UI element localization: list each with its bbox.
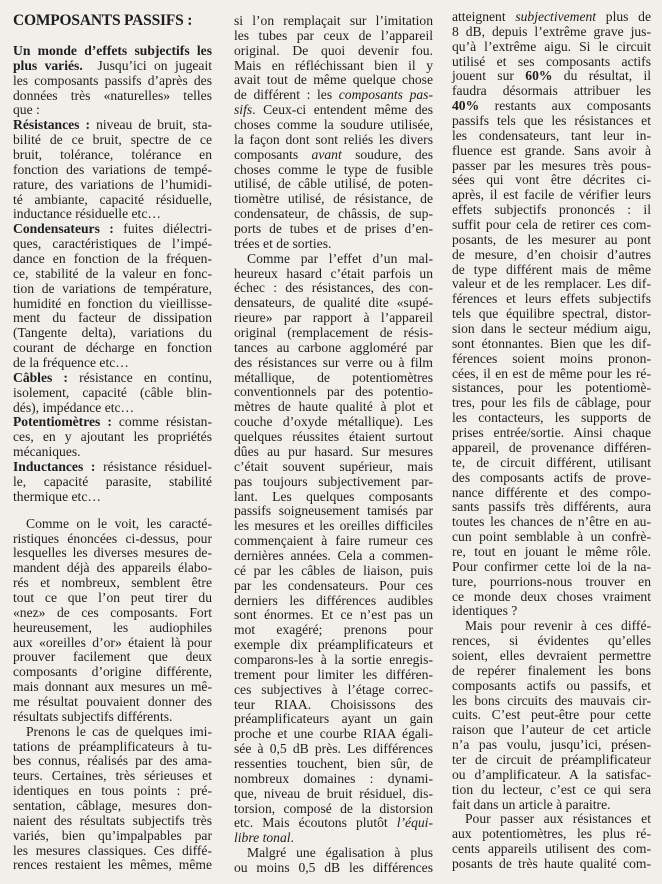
text-line bbox=[452, 69, 651, 84]
text-line: après, il est facile de vérifier leurs bbox=[452, 187, 651, 203]
text-line: dûes au pur hasard. Sur mesures bbox=[234, 443, 433, 459]
italic-run: l’équi- bbox=[396, 815, 433, 831]
text-run: résistance en continu, bbox=[67, 369, 212, 385]
article-column-3 bbox=[452, 10, 651, 872]
text-line: tion de variations de température, bbox=[13, 280, 212, 296]
text-line: ture, pourrions-nous trouver en bbox=[452, 573, 651, 589]
text-run: atteignent bbox=[452, 9, 516, 24]
text-line: des composants actifs de prove- bbox=[452, 469, 651, 485]
text-line: c’était souvent supérieur, mais bbox=[234, 458, 433, 474]
text-line: passifs tels que les résistances et bbox=[452, 113, 651, 129]
bold-run: plus variés. bbox=[13, 57, 83, 73]
text-line: derniers les différences audibles bbox=[234, 592, 433, 608]
paragraph bbox=[13, 460, 212, 505]
paragraph bbox=[452, 619, 651, 812]
text-line: sée à 0,5 dB près. Les différences bbox=[234, 741, 433, 757]
text-line bbox=[234, 148, 433, 163]
text-line: ristiques énoncées ci-dessus, pour bbox=[13, 530, 212, 546]
text-line: sistances, pour les potentiomè- bbox=[452, 380, 651, 396]
bold-run: Condensateurs : bbox=[13, 221, 114, 237]
text-line: densateurs, de qualité dite «supé- bbox=[234, 295, 433, 311]
text-line bbox=[13, 460, 212, 475]
text-line: Comme par l’effet d’un mal- bbox=[247, 250, 433, 266]
text-line bbox=[452, 99, 651, 114]
text-line: tres, pour les fils de câblage, pour bbox=[452, 395, 651, 411]
text-run: etc. Mais écoutons plutôt bbox=[234, 815, 397, 831]
text-line: sion dans le secteur médium aigu, bbox=[452, 321, 651, 337]
paragraph-spacer bbox=[13, 505, 212, 517]
text-line: valeur et de les remplacer. Les dif- bbox=[452, 276, 651, 292]
text-line: heureusement, les audiophiles bbox=[13, 619, 212, 635]
text-line: choses comme la soudure utilisée, bbox=[234, 117, 433, 133]
text-line: suffit pour cela de retirer ces com- bbox=[452, 217, 651, 233]
text-line: sont étonnantes. Bien que les dif- bbox=[452, 335, 651, 351]
text-line: nombreux domaines : dynami- bbox=[234, 770, 433, 786]
text-line bbox=[234, 88, 433, 103]
paragraph bbox=[234, 14, 433, 252]
text-line: données très «naturelles» telles bbox=[13, 87, 212, 103]
text-line: cées, il en est de même pour les ré- bbox=[452, 365, 651, 381]
italic-run: avant bbox=[311, 146, 342, 162]
text-line: n’a pas voulu, jusqu’ici, présen- bbox=[452, 737, 651, 753]
paragraph bbox=[234, 846, 433, 876]
article-column-1 bbox=[13, 44, 212, 873]
text-line: appareil, de provenance différen- bbox=[452, 439, 651, 455]
paragraph bbox=[452, 812, 651, 871]
bold-run: 40% bbox=[452, 98, 480, 114]
text-line: ces subjectives à l’étage correc- bbox=[234, 681, 433, 697]
text-line: nance différente et des compo- bbox=[452, 484, 651, 500]
text-line: préamplificateurs ayant un gain bbox=[234, 711, 433, 727]
text-line: les bons circuits des mauvais cir- bbox=[452, 692, 651, 708]
text-line: (Tangente delta), variations du bbox=[13, 325, 212, 341]
text-line: avait tout de même quelque chose bbox=[234, 72, 433, 88]
text-line: lesquelles les diverses mesures de- bbox=[13, 545, 212, 561]
text-line: ports de tubes et de prises d’en- bbox=[234, 221, 433, 237]
text-line: lant. Les quelques composants bbox=[234, 488, 433, 504]
text-line: re, tout en jouant le même rôle. bbox=[452, 543, 651, 559]
text-line: condensateur, de châssis, de sup- bbox=[234, 206, 433, 222]
text-line: tels que équilibre spectral, distor- bbox=[452, 306, 651, 322]
text-line: quelques réussites étaient surtout bbox=[234, 429, 433, 445]
text-line: si l’on remplaçait sur l’imitation bbox=[234, 13, 433, 28]
text-line: ou d’amplificateur. A la satisfac- bbox=[452, 766, 651, 782]
text-line: ce monde deux choses vraiment bbox=[452, 588, 651, 604]
text-line: mandent déjà des appareils élabo- bbox=[13, 560, 212, 576]
text-line: soient, elles devraient permettre bbox=[452, 647, 651, 663]
text-run: comme résistan- bbox=[111, 414, 212, 430]
text-line: la façon dont sont reliés les divers bbox=[234, 131, 433, 147]
text-line: utilisé et ses composants actifs bbox=[452, 53, 651, 69]
text-run: fuites diélectri- bbox=[113, 221, 212, 237]
text-line: fait dans un article à paraitre. bbox=[452, 796, 611, 812]
paragraph bbox=[13, 44, 212, 118]
text-line: Comme on le voit, les caracté- bbox=[26, 515, 212, 531]
text-line bbox=[13, 44, 212, 59]
text-line: heureux hasard c’était parfois un bbox=[234, 265, 433, 281]
text-line bbox=[13, 59, 212, 74]
text-line: isolement, capacité (câble blin- bbox=[13, 384, 212, 400]
text-line: bilité de ce bruit, spectre de ce bbox=[13, 132, 212, 148]
article-heading: COMPOSANTS PASSIFS : bbox=[13, 12, 193, 29]
italic-run: sifs bbox=[234, 102, 253, 118]
paragraph bbox=[13, 517, 212, 725]
text-line: me résultat pouvaient donner des bbox=[13, 693, 212, 709]
text-run: soudure, des bbox=[341, 146, 433, 162]
text-run: niveau de bruit, sta- bbox=[90, 117, 213, 133]
text-line: tout ce que l’on peut tirer du bbox=[13, 589, 212, 605]
text-line: utilisé, de câble utilisé, de poten- bbox=[234, 176, 433, 192]
text-line: tations de préamplificateurs à tu- bbox=[13, 738, 212, 754]
text-line: résultats subjectifs différents. bbox=[13, 708, 173, 724]
italic-run: subjectivement bbox=[515, 9, 597, 24]
text-line: rature, des variations de l’humidi- bbox=[13, 176, 212, 192]
text-line: ce, stabilité de la valeur en fonc- bbox=[13, 265, 212, 281]
text-line bbox=[13, 118, 212, 133]
text-line: le, capacité parasite, stabilité bbox=[13, 473, 212, 489]
text-line: des résistances sur verre ou à film bbox=[234, 354, 433, 370]
article-column-2 bbox=[234, 14, 433, 876]
text-line: posants de très haute qualité com- bbox=[452, 855, 651, 871]
text-line: choses comme le type de fusible bbox=[234, 161, 433, 177]
text-line: teurs. Certaines, très sérieuses et bbox=[13, 768, 212, 784]
text-line: sées qui vont être décrites ci- bbox=[452, 172, 651, 188]
text-line: pas toujours subjectivement par- bbox=[234, 473, 433, 489]
text-line: les mesures classiques. Ces diffé- bbox=[13, 842, 212, 858]
text-line: de la fréquence etc… bbox=[13, 355, 129, 371]
text-line: sont énormes. Et ce n’est pas un bbox=[234, 607, 433, 623]
bold-run: Câbles : bbox=[13, 369, 68, 385]
text-line: variés, bien qu’impalpables par bbox=[13, 827, 212, 843]
text-line: naient des résultats subjectifs très bbox=[13, 812, 212, 828]
text-line: ques, caractéristiques de l’impé- bbox=[13, 236, 212, 252]
text-run: . bbox=[290, 830, 294, 846]
paragraph bbox=[13, 725, 212, 874]
text-line: tion du lecteur, c’est ce qui sera bbox=[452, 781, 651, 797]
text-line: mot exagéré; prenons pour bbox=[234, 622, 433, 638]
text-line: Mais en réfléchissant bien il y bbox=[234, 57, 433, 73]
text-line: aux «oreilles d’or» étaient là pour bbox=[13, 634, 212, 650]
text-line: les condensateurs, tant leur in- bbox=[452, 127, 651, 143]
text-line: cents appareils utilisent des com- bbox=[452, 841, 651, 857]
text-line: té ambiante, capacité résiduelle, bbox=[13, 191, 212, 207]
text-line: identiques en tous points : pré- bbox=[13, 783, 212, 799]
text-line: posants, de les mesurer au pont bbox=[452, 231, 651, 247]
text-run: plus de bbox=[596, 9, 651, 24]
text-line: férences soient moins pronon- bbox=[452, 350, 651, 366]
text-line: composants d’origine différente, bbox=[13, 664, 212, 680]
text-line: original (remplacement de résis- bbox=[234, 325, 433, 341]
text-line: ter de circuit de préamplificateur bbox=[452, 751, 651, 767]
italic-run: composants pas- bbox=[338, 87, 433, 103]
text-line: dernières années. Cela a commen- bbox=[234, 547, 433, 563]
text-run: restants aux composants bbox=[479, 98, 651, 114]
text-line: mètres de haute qualité à plot et bbox=[234, 399, 433, 415]
text-run: du résultat, il bbox=[552, 68, 651, 84]
text-line: 8 dB, depuis l’extrême grave jus- bbox=[452, 23, 651, 39]
text-run: résistance résiduel- bbox=[95, 459, 212, 475]
text-line: que, niveau de bruit résiduel, dis- bbox=[234, 785, 433, 801]
text-line: tances au carbone aggloméré par bbox=[234, 339, 433, 355]
text-line: cuits. C’est peut-être pour cette bbox=[452, 707, 651, 723]
text-line: mécaniques. bbox=[13, 444, 81, 460]
bold-run: Inductances : bbox=[13, 459, 96, 475]
text-line: ment du facteur de dissipation bbox=[13, 310, 212, 326]
text-line: cun point semblable à un confrè- bbox=[452, 529, 651, 545]
text-line: comparons-les à la sortie enregis- bbox=[234, 651, 433, 667]
text-line: fluence est grande. Sans avoir à bbox=[452, 142, 651, 158]
bold-run: 60% bbox=[525, 68, 553, 84]
text-line bbox=[234, 831, 433, 846]
text-line: mais donnant aux mesures un mê- bbox=[13, 679, 212, 695]
text-line: bes connus, réalisés par des ama- bbox=[13, 753, 212, 769]
text-line: Pour confirmer cette loi de la na- bbox=[452, 558, 651, 574]
text-line: ces, en y ajoutant les propriétés bbox=[13, 429, 212, 445]
text-line: effets subjectifs prononcés : il bbox=[452, 202, 651, 218]
text-line: les composants passifs d’après des bbox=[13, 72, 212, 88]
text-line: thermique etc… bbox=[13, 488, 101, 504]
text-line: rieure» par rapport à l’appareil bbox=[234, 310, 433, 326]
text-run: Jusqu’ici on jugeait bbox=[82, 57, 212, 73]
text-line: Pour passer aux résistances et bbox=[465, 811, 651, 827]
text-line: rés et nombreux, semblent être bbox=[13, 575, 212, 591]
text-line bbox=[13, 222, 212, 237]
text-line: métallique, de potentiomètres bbox=[234, 369, 433, 385]
text-line: conventionnels par des potentio- bbox=[234, 384, 433, 400]
text-line: passifs soigneusement tamisés par bbox=[234, 503, 433, 519]
text-line: trement pour limiter les différen- bbox=[234, 666, 433, 682]
paragraph bbox=[13, 371, 212, 416]
text-line: commençaient à faire rumeur ces bbox=[234, 533, 433, 549]
text-line: passer par les mesures très pous- bbox=[452, 157, 651, 173]
text-line: exemple dix préamplificateurs et bbox=[234, 637, 433, 653]
bold-run: Potentiomètres : bbox=[13, 414, 112, 430]
text-line bbox=[13, 415, 212, 430]
text-line: ressenties touchent, bien sûr, de bbox=[234, 755, 433, 771]
text-line: proche et une courbe RIAA égali- bbox=[234, 726, 433, 742]
text-line: les contacteurs, les supports de bbox=[452, 410, 651, 426]
text-line: sentation, câblage, mesures don- bbox=[13, 797, 212, 813]
text-line bbox=[234, 816, 433, 831]
text-line: composants actifs ou passifs, et bbox=[452, 677, 651, 693]
text-line: rences, si évidentes qu’elles bbox=[452, 633, 651, 649]
text-line bbox=[234, 103, 433, 118]
text-line: courant de décharge en fonction bbox=[13, 340, 212, 356]
italic-run: libre tonal bbox=[234, 830, 291, 846]
paragraph bbox=[13, 415, 212, 460]
text-line: Malgré une égalisation à plus bbox=[247, 845, 433, 861]
text-line: humidité en fonction du vieillisse- bbox=[13, 295, 212, 311]
text-line: tiomètre utilisé, de résistance, de bbox=[234, 191, 433, 207]
text-run: jouent sur bbox=[452, 68, 526, 84]
text-line: ou moins 0,5 dB les différences bbox=[234, 859, 433, 875]
text-run: . Ceux-ci entendent même des bbox=[252, 102, 433, 118]
text-line: dés), impédance etc… bbox=[13, 399, 135, 415]
text-line: qu’à l’extrême aigu. Si le circuit bbox=[452, 38, 651, 54]
bold-run: Résistances : bbox=[13, 117, 91, 133]
text-line: original. De quoi devenir fou. bbox=[234, 42, 433, 58]
text-line: les tubes par ceux de l’appareil bbox=[234, 27, 433, 43]
text-line: de mesure, d’en choisir d’autres bbox=[452, 246, 651, 262]
text-line: prouver facilement que deux bbox=[13, 649, 212, 665]
text-line: de repérer finalement les bons bbox=[452, 662, 651, 678]
text-line: couche d’oxyde métallique). Les bbox=[234, 414, 433, 430]
text-line: faudra désormais attribuer les bbox=[452, 83, 651, 99]
text-line: les mesures et les oreilles difficiles bbox=[234, 518, 433, 534]
text-line: torsion, composé de la distorsion bbox=[234, 800, 433, 816]
text-line: rences restaient les mêmes, même bbox=[13, 857, 212, 873]
text-line: prises entrée/sortie. Ainsi chaque bbox=[452, 425, 651, 441]
text-line: dance en fonction de la fréquen- bbox=[13, 251, 212, 267]
text-line: aux potentiomètres, les plus ré- bbox=[452, 826, 651, 842]
text-line: Mais pour revenir à ces diffé- bbox=[465, 618, 651, 634]
text-line: que : bbox=[13, 102, 40, 118]
text-run: composants bbox=[234, 146, 312, 162]
text-line: échec : des résistances, des con- bbox=[234, 280, 433, 296]
paragraph bbox=[13, 118, 212, 222]
text-line: identiques ? bbox=[452, 603, 518, 619]
text-line: de type différent mais de même bbox=[452, 261, 651, 277]
text-line: par les condensateurs. Pour ces bbox=[234, 577, 433, 593]
text-line bbox=[13, 371, 212, 386]
text-line: inductance résiduelle etc… bbox=[13, 206, 161, 222]
text-line: bruit, tolérance, tolérance en bbox=[13, 147, 212, 163]
text-line: raison que l’auteur de cet article bbox=[452, 722, 651, 738]
text-line: te, de circuit différent, utilisant bbox=[452, 454, 651, 470]
text-run: de différent : les bbox=[234, 87, 339, 103]
bold-run: Un monde d’effets subjectifs les bbox=[13, 43, 212, 58]
text-line: sants passifs très différents, aura bbox=[452, 499, 651, 515]
text-line bbox=[452, 10, 651, 25]
text-line: toutes les chances de n’être en au- bbox=[452, 514, 651, 530]
paragraph bbox=[452, 10, 651, 619]
text-line: cé par les câbles de liaison, puis bbox=[234, 562, 433, 578]
text-line: trées et de sorties. bbox=[234, 235, 332, 251]
text-line: teur RIAA. Choisissons des bbox=[234, 696, 433, 712]
text-line: «nez» de ces composants. Fort bbox=[13, 604, 212, 620]
paragraph bbox=[234, 252, 433, 846]
text-line: fonction des variations de tempé- bbox=[13, 161, 212, 177]
text-line: férences et leurs effets subjectifs bbox=[452, 291, 651, 307]
text-line: Prenons le cas de quelques imi- bbox=[26, 723, 212, 739]
paragraph bbox=[13, 222, 212, 371]
